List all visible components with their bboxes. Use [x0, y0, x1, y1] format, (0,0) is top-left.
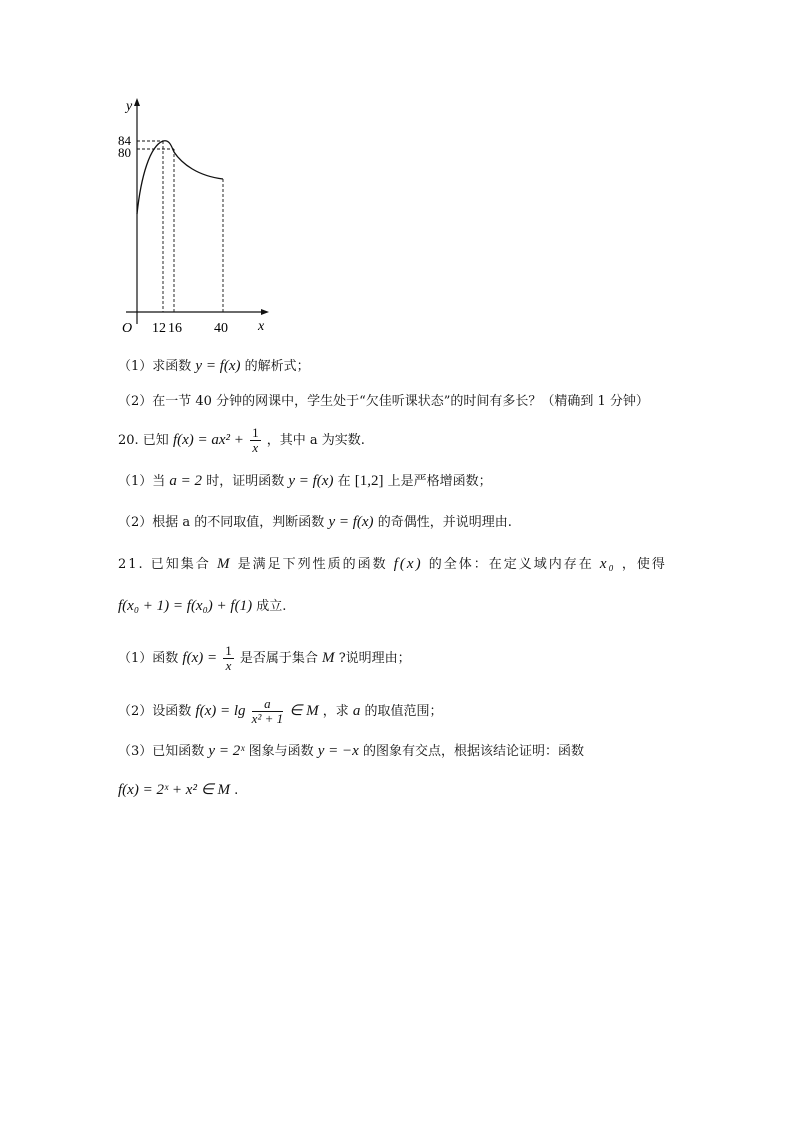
y-tick-80: 80 — [118, 145, 131, 160]
q21-part3-line2: f(x) = 2ˣ + x² ∈ M . — [118, 782, 239, 798]
q19-part1: （1）求函数 y = f(x) 的解析式； — [118, 358, 310, 374]
q20-stem: 20. 已知 f(x) = ax² + $\frac{1}{x}$ ，其中 a 为实数. — [118, 425, 365, 455]
q21-part2: （2）设函数 f(x) = lg $\frac{a}{\text{x² + 1}}$ ∈ M ，求 a 的取值范围； — [118, 696, 443, 726]
curve — [137, 141, 223, 214]
q21-p2-fraction: $\frac{a}{\text{x² + 1}}$ — [251, 696, 284, 726]
function-graph — [108, 96, 288, 346]
q20-part2: （2）根据 a 的不同取值，判断函数 y = f(x) 的奇偶性，并说明理由. — [118, 514, 512, 530]
y-axis-label: y — [126, 99, 133, 114]
q21-part1: （1）函数 f(x) = $\frac{1}{x}$ 是否属于集合 M ?说明理由； — [118, 643, 411, 673]
q21-p1-fraction: $\frac{1}{x}$ — [225, 643, 232, 673]
q20-fraction: $\frac{1}{x}$ — [252, 425, 259, 455]
x-axis-arrow — [261, 309, 269, 315]
origin-label: O — [122, 321, 133, 336]
q20-part1: （1）当 a = 2 时，证明函数 y = f(x) 在 [1,2] 上是严格增函数； — [118, 473, 492, 489]
q21-part3: （3）已知函数 y = 2ˣ 图象与函数 y = −x 的图象有交点，根据该结论证明：函数 — [118, 743, 584, 759]
x-tick-12: 12 — [152, 321, 166, 336]
x-axis-label: x — [258, 319, 265, 334]
q19-part2: （2）在一节 40 分钟的网课中，学生处于“欠佳听课状态”的时间有多长？（精确到 1 分钟） — [118, 394, 649, 409]
q21-stem-line1: 21. 已知集合 M 是满足下列性质的函数 f(x) 的全体：在定义域内存在 x₀ ，使得 — [118, 556, 667, 572]
y-axis-arrow — [134, 98, 140, 106]
y-tick-84: 84 — [118, 133, 131, 148]
x-tick-16: 16 — [168, 321, 182, 336]
x-tick-40: 40 — [214, 321, 228, 336]
q21-stem-line2: f(x₀ + 1) = f(x₀) + f(1) 成立. — [118, 598, 287, 614]
